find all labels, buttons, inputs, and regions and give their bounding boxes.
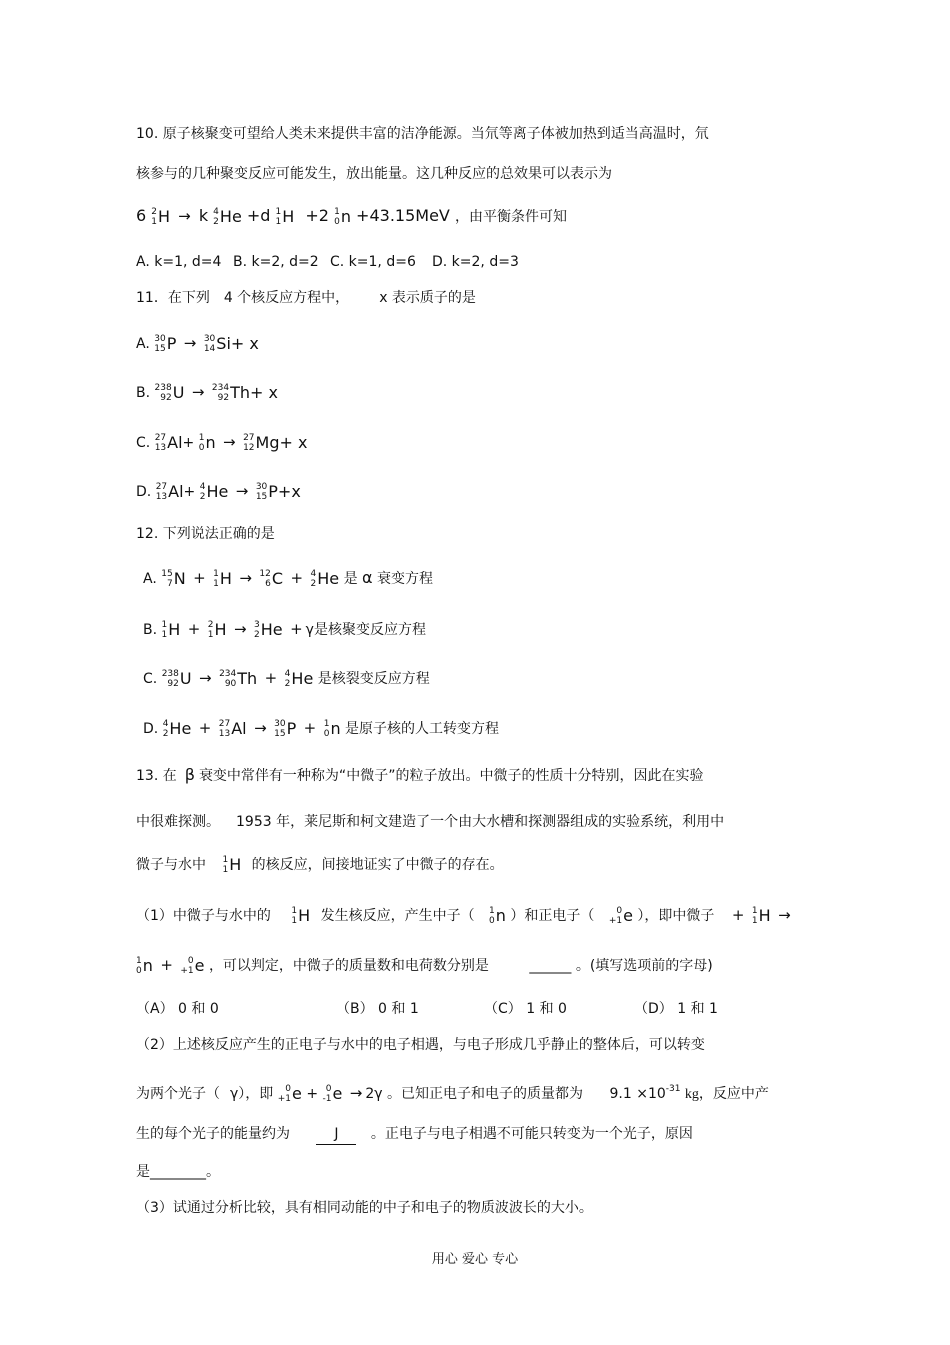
q13-part2-line1: （2）上述核反应产生的正电子与水中的电子相遇，与电子形成几乎静止的整体后，可以转变 — [136, 1037, 705, 1053]
answer-blank-energy[interactable]: J — [316, 1124, 356, 1145]
q13-part3: （3）试通过分析比较，具有相同动能的中子和电子的物质波波长的大小。 — [136, 1200, 593, 1216]
q11-stem: 11．在下列 4 个核反应方程中， x 表示质子的是 — [136, 290, 476, 306]
q13-choice-c: （C） 1 和 0 — [484, 1001, 567, 1017]
q13-part2-line2: 为两个光子（ γ），即 0 +1 e + 0 -1 e → 2γ 。已知正电子和电子的质量都为 $9.1 \times 10^{-31}$ kg，反应中产 — [136, 1084, 769, 1104]
q12-option-c: C. 238 92 U → 234 90 Th + 4 2 He 是核裂变反应方程 — [143, 669, 430, 689]
q10-option-d: D. k=2, d=3 — [432, 254, 519, 270]
answer-blank-1[interactable]: ______ — [529, 958, 572, 974]
q11-option-d: D. 27 13 Al + 4 2 He → 30 15 P+x — [136, 482, 301, 502]
q11-option-b: B. 238 92 U → 234 92 Th+ x — [136, 383, 278, 403]
q10-option-b: B. k=2, d=2 — [233, 254, 319, 270]
q10-equation: 6 2 1 H → k 4 2 He +d 1 1 H +2 1 0 n +43.15MeV ，由平衡条件可知 — [136, 206, 567, 227]
q12-option-d: D. 4 2 He + 27 13 Al → 30 15 P + 1 0 n 是原子核的人工转变方程 — [143, 719, 500, 739]
q10-option-a: A. k=1, d=4 — [136, 254, 222, 270]
q13-choice-b: （B） 0 和 1 — [336, 1001, 419, 1017]
answer-blank-reason[interactable]: ________ — [150, 1164, 206, 1180]
q11-option-c: C. 27 13 Al + 1 0 n → 27 12 Mg+ x — [136, 433, 308, 453]
q13-choice-a: （A） 0 和 0 — [136, 1001, 219, 1017]
q11-option-a: A. 30 15 P → 30 14 Si+ x — [136, 334, 259, 354]
q12-option-b: B. 1 1 H + 2 1 H → 3 2 He + γ是核聚变反应方程 — [143, 620, 426, 640]
q10-option-c: C. k=1, d=6 — [330, 254, 416, 270]
q10-line2: 核参与的几种聚变反应可能发生，放出能量。这几种反应的总效果可以表示为 — [136, 166, 612, 182]
q13-line3: 微子与水中 1 1 H 的核反应，间接地证实了中微子的存在。 — [136, 855, 504, 875]
page-footer: 用心 爱心 专心 — [431, 1252, 519, 1267]
q12-option-a: A. 15 7 N + 1 1 H → 12 6 C + 4 2 He 是 α 衰变方程 — [143, 568, 434, 589]
q13-part1-line2: 1 0 n + 0 +1 e ，可以判定，中微子的质量数和电荷数分别是 ______ 。(填写选项前的字母) — [136, 956, 713, 976]
q13-part2-line4: 是________。 — [136, 1164, 220, 1180]
q12-stem: 12. 下列说法正确的是 — [136, 526, 275, 542]
q13-line1: 13. 在 β 衰变中常伴有一种称为“中微子”的粒子放出。中微子的性质十分特别，因此在实验 — [136, 765, 704, 784]
q13-part1-line1: （1）中微子与水中的 1 1 H 发生核反应，产生中子（ 1 0 n ）和正电子（ 0 +1 e ），即中微子 + 1 1 H → — [136, 906, 791, 926]
q13-line2: 中很难探测。 1953 年，莱尼斯和柯文建造了一个由大水槽和探测器组成的实验系统，利用中 — [136, 814, 725, 830]
q13-part2-line3: 生的每个光子的能量约为 J 。正电子与电子相遇不可能只转变为一个光子，原因 — [136, 1124, 693, 1145]
q10-line1: 10. 原子核聚变可望给人类未来提供丰富的洁净能源。当氘等离子体被加热到适当高温时，氘 — [136, 126, 709, 142]
q13-choice-d: （D） 1 和 1 — [634, 1001, 718, 1017]
